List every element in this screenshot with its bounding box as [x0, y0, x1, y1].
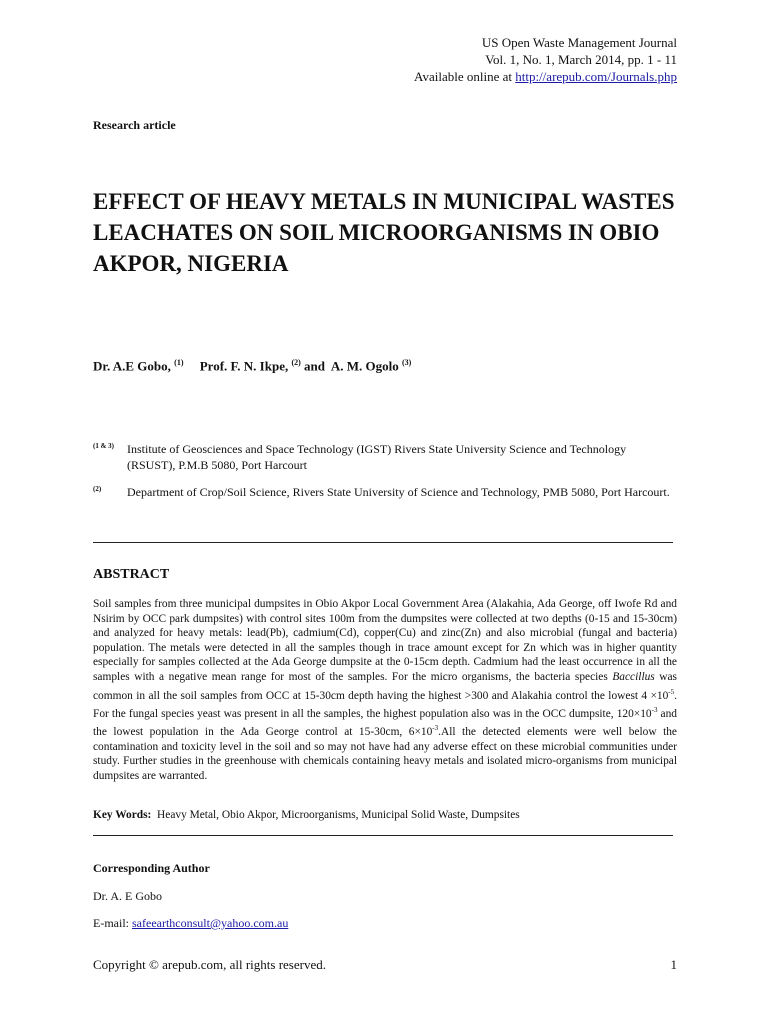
page-number: 1 [670, 957, 677, 972]
exponent: -3 [432, 724, 439, 733]
copyright-notice: Copyright © arepub.com, all rights reserved. [93, 957, 326, 972]
journal-url-link[interactable]: http://arepub.com/Journals.php [515, 69, 677, 84]
author-name: A. M. Ogolo [330, 358, 399, 374]
keywords-text: Heavy Metal, Obio Akpor, Microorganisms, Municipal Solid Waste, Dumpsites [157, 809, 520, 821]
corresponding-author-name: Dr. A. E Gobo [93, 889, 162, 903]
author-mark: (1) [174, 358, 184, 367]
journal-issue: Vol. 1, No. 1, March 2014, pp. 1 - 11 [485, 52, 677, 67]
corresponding-author-heading: Corresponding Author [93, 861, 210, 875]
journal-name: US Open Waste Management Journal [481, 35, 677, 50]
article-type: Research article [93, 118, 176, 132]
journal-header [414, 34, 677, 85]
affiliation-text: Department of Crop/Soil Science, Rivers State University of Science and Technology, PMB 5080, Port Harcourt. [127, 485, 670, 499]
author-name: Prof. F. N. Ikpe, [199, 358, 289, 374]
abstract-text: and the lowest population in the Ada George control at 15-30cm, 6×10 [93, 707, 678, 739]
paper-title: EFFECT OF HEAVY METALS IN MUNICIPAL WASTES LEACHATES ON SOIL MICROORGANISMS IN OBIO AKPOR, NIGERIA [93, 189, 675, 276]
section-divider [93, 835, 673, 836]
affiliation-mark: (2) [93, 485, 102, 493]
abstract-text: was common in all the soil samples from OCC at 15-30cm depth having the highest >300 and Alakahia control the lowest 4 ×10 [93, 670, 677, 702]
exponent: -5 [668, 687, 675, 696]
email-link[interactable]: safeearthconsult@yahoo.com.au [132, 916, 289, 930]
abstract-body [93, 597, 677, 784]
section-divider [93, 542, 673, 543]
availability-prefix: Available online at [414, 69, 516, 84]
abstract-text: .All the detected elements were well below the contamination and toxicity level in the soil and so may not have had any adverse effect on these microbial communities under study. Further studies in the greenhouse with chemicals containing heavy metals and isolated micro-organisms from municipal dumpsites are warranted. [93, 726, 677, 782]
author-name: Dr. A.E Gobo, [93, 358, 171, 374]
affiliation-text: Institute of Geosciences and Space Technology (IGST) Rivers State University Science and Technology (RSUST), P.M.B 5080, Port Harcourt [127, 442, 627, 472]
abstract-text: Soil samples from three municipal dumpsites in Obio Akpor Local Government Area (Alakahia, Ada George, off Iwofe Rd and Nsirim by OCC park dumpsites) with control sites 100m from the dumpsites were collected at two depths (0-15 and 15-30cm) and analyzed for heavy metals: lead(Pb), cadmium(Cd), copper(Cu) and zinc(Zn) and also microbial (fungal and bacteria) population. The metals were detected in all the samples though in trace amount except for Zn which was in higher quantity especially for samples collected at the Ada George dumpsite at the 0-15cm depth. Cadmium had the least occurrence in all the samples with a negative mean range for most of the samples. For the micro organisms, the bacteria species [93, 598, 677, 683]
affiliation [93, 441, 673, 473]
authors-joiner: and [304, 358, 326, 374]
corresponding-author-email [93, 916, 288, 931]
affiliation-mark: (1 & 3) [93, 442, 114, 450]
journal-availability [414, 68, 677, 85]
author-mark: (2) [291, 358, 301, 367]
keywords-label: Key Words: [93, 809, 152, 821]
email-label: E-mail: [93, 916, 132, 930]
species-name: Baccillus [612, 670, 655, 683]
exponent: -3 [651, 705, 658, 714]
abstract-heading: ABSTRACT [93, 567, 170, 582]
author-mark: (3) [401, 358, 412, 367]
affiliation [93, 484, 673, 500]
keywords [93, 809, 677, 821]
abstract-text: . For the fungal species yeast was present in all the samples, the highest population also was in the OCC dumpsite, 120×10 [93, 689, 677, 720]
author-line [93, 358, 411, 374]
